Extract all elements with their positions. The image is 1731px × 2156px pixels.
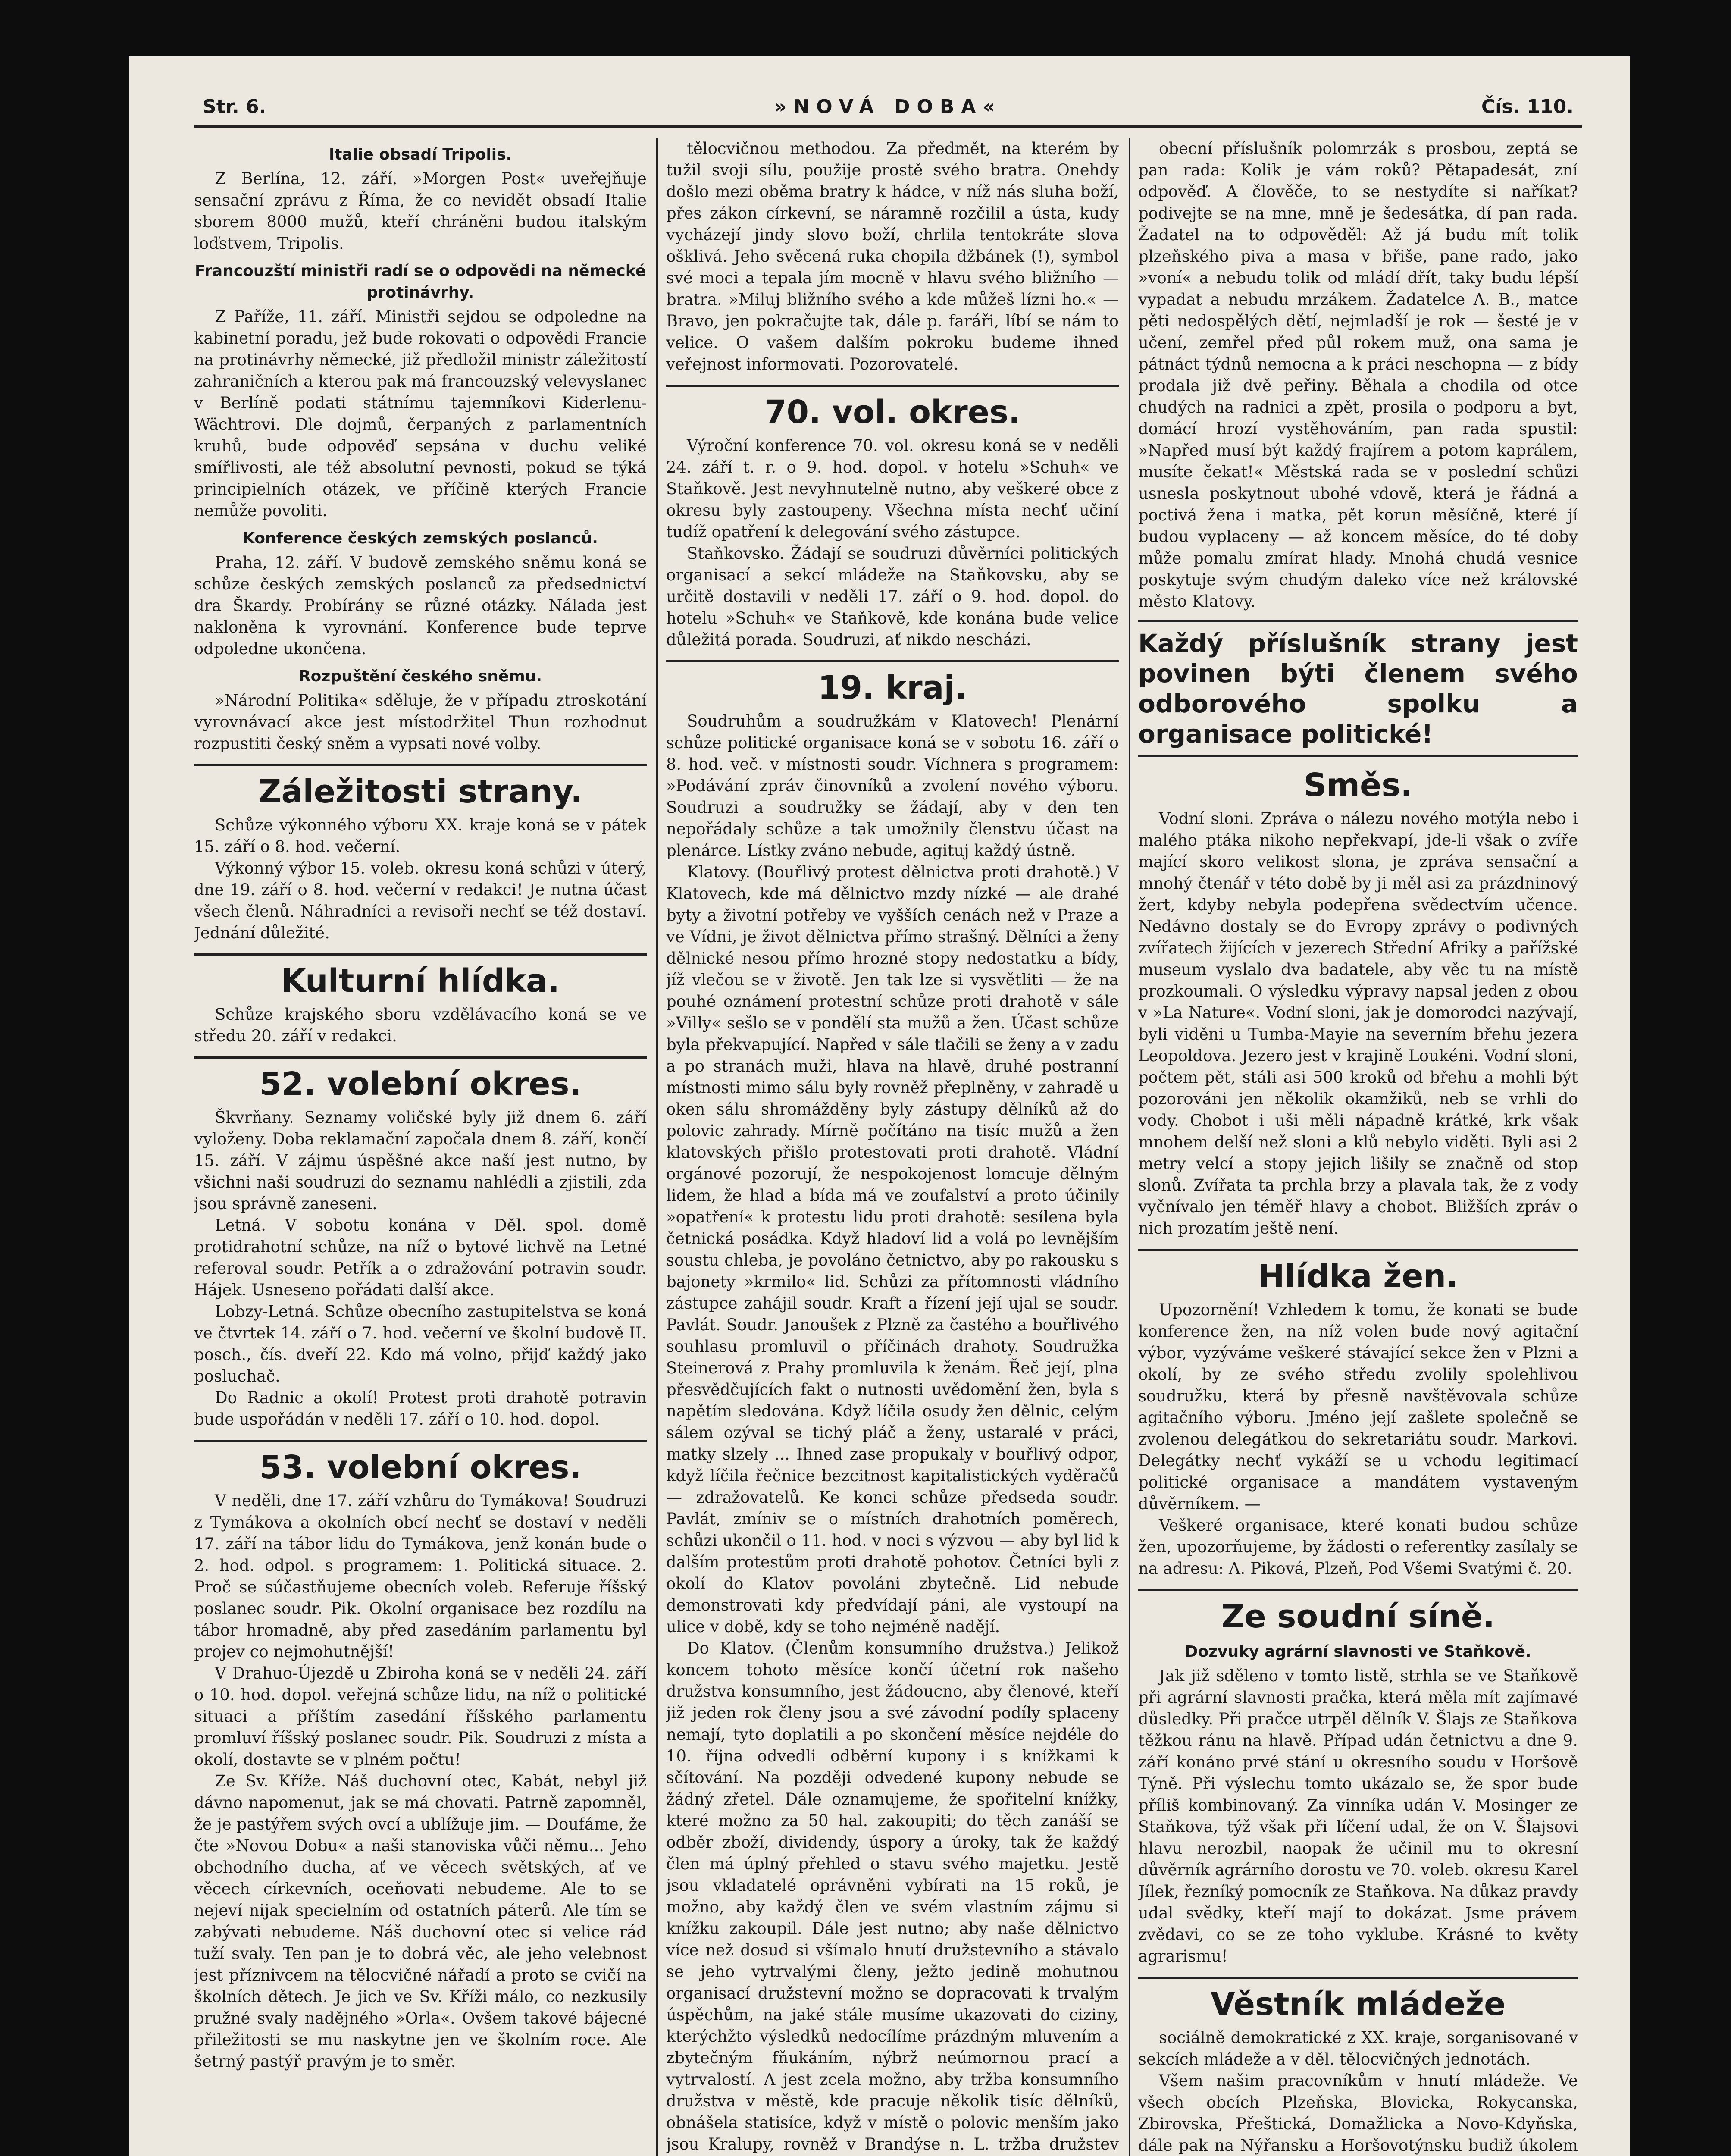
headline: Konference českých zemských poslanců. — [243, 530, 598, 547]
article-paragraph: »Národní Politika« sděluje, že v případu ztroskotání vyrovnávací akce jest místodržitel Thun rozhodnut rozpustiti český sněm a vypsati nové volby. — [194, 691, 647, 753]
article-paragraph: Upozornění! Vzhledem k tomu, že konati se bude konference žen, na níž volen bude nový agitační výbor, vyzýváme veškeré stávající sekce žen v Plzni a okolí, by ze svého středu zvolily spolehlivou soudružku, která by přesně navštěvovala schůze agitačního výboru. Jméno její zašlete společně se zvolenou delegátkou do sekretariátu soudr. Markovi. Delegátky nechť vykáží se u vchodu legitimací politické organisace a mandátem vystaveným důvěrníkem. — — [1138, 1300, 1578, 1513]
article-paragraph: Staňkovsko. Žádají se soudruzi důvěrníci politických organisací a sekcí mládeže na Staňkovsku, aby se určitě dostavili v neděli 17. září o 9. hod. dopol. do hotelu »Schuh« ve Staňkově, kde konána bude velice důležitá porada. Soudruzi, ať nikdo nescházi. — [666, 544, 1119, 649]
page-number: Str. 6. — [203, 96, 266, 118]
article-paragraph: Vodní sloni. Zpráva o nálezu nového motýla nebo i malého ptáka nikoho nepřekvapí, jde-li však o zvíře mající skoro velikost slona, je zpráva sensační a mnohý čtenář v této době by ji měl asi za prázdninový žert, kdyby nebyla podepřena svědectvím učence. Nedávno dostaly se do Evropy zprávy o podivných zvířatech žijících v jezerech Střední Afriky a pařížské museum vyslalo dva badatele, aby věc tu na místě prozkoumali. O výsledku výpravy napsal jeden z obou v »La Nature«. Vodní sloni, jak je domorodci nazývají, byli viděni u Tumba-Mayie na severním břehu jezera Leopoldova. Jezero jest v krajině Loukéni. Vodní sloni, počtem pět, stáli asi 500 kroků od břehu a mohli být pozorováni jen několik okamžiků, neb se vrhli do vody. Chobot i uši měli nápadně krátké, krk však mnohem delší než sloni a klů nebylo viděti. Byli asi 2 metry velcí a stopy jejich lišily se značně od stop slonů. Zvířata ta prchla brzy a plavala tak, že z vody vyčnívalo jen téměř hlavy a chobot. Bližších zpráv o nich prozatím ještě není. — [1138, 809, 1578, 1238]
article-paragraph: Ze Sv. Kříže. Náš duchovní otec, Kabát, nebyl již dávno napomenut, jak se má chovati. Patrně zapomněl, že je pastýřem svých ovcí a ublížuje jim. — Doufáme, že čte »Novou Dobu« a naši stanoviska vůči němu... Jeho obchodního ducha, ať ve věcech světských, ať ve věcech církevních, oceňovati nebudeme. Ale to se nejeví nijak specielním od ostatních páterů. Ale tím se zabývati nebudeme. Náš duchovní otec si velice rád tuží svaly. Ten pan je to dobrá věc, ale jeho velebnost jest příznivcem na tělocvičné nářadí a proto se cvičí na školních dětech. Je jich ve Sv. Kříži málo, co nezkusily pružné svaly nadějného »Orla«. Ovšem takové bájecné přiležitosti se mu naskytne jen ve školním roce. Ale šetrný pastýř pravým je to směr. — [194, 1772, 647, 2071]
article-paragraph: Výkonný výbor 15. voleb. okresu koná schůzi v úterý, dne 19. září o 8. hod. večerní v redakci! Je nutna účast všech členů. Náhradníci a revisoři nechť se též dostaví. Jednání důležité. — [194, 859, 647, 942]
article-paragraph: Z Paříže, 11. září. Ministři sejdou se odpoledne na kabinetní poradu, jež bude rokovati o odpovědi Francie na protinávrhy německé, již předložil ministr záležitostí zahraničních a kterou pak má francouzský velevyslanec v Berlíně podati státnímu tajemníkovi Kiderlenu-Wächtrovi. Dle dojmů, čerpaných z parlamentních kruhů, bude odpověď sepsána v duchu veliké smířlivosti, ale též absolutní pevnosti, pokud se týká principielních otázek, ve příčině kterých Francie nemůže povoliti. — [194, 307, 647, 520]
article-paragraph: sociálně demokratické z XX. kraje, sorganisované v sekcích mládeže a v děl. tělocvičných jednotách. — [1138, 2028, 1578, 2068]
newspaper-page — [129, 56, 1630, 2156]
headline: Rozpuštění českého sněmu. — [298, 667, 542, 685]
section-heading: Směs. — [1303, 767, 1413, 804]
article-paragraph: Lobzy-Letná. Schůze obecního zastupitelstva se koná ve čtvrtek 14. září o 7. hod. večerní ve školní budově II. posch., čís. dveří 22. Kdo má volno, přijď každý jako posluchač. — [194, 1302, 647, 1385]
column-rule — [1129, 138, 1130, 2156]
article-paragraph: obecní příslušník polomrzák s prosbou, zeptá se pan rada: Kolik je vám roků? Pětapadesát, zní odpověď. A člověče, to se nestydíte si naříkat? podivejte se na mne, mně je šedesátka, dí pan rada. Žadatel na to odpověděl: Až já budu mít tolik plzeňského piva a masa v břiše, pane rado, jako »voní« a nebudu tolik od mládí dřít, taky budu lépší vypadat a nebudu mrzákem. Žadatelce A. B., matce pěti nedospělých dětí, nejmladší je rok — šesté je v učení, zemřel před půl rokem muž, ona sama je pátnáct týdnů nemocna a k práci neschopna — z bídy prodala již dvě peřiny. Běhala a chodila od otce chudých na radnici a zpět, prosila o podporu a byt, domácí hrozí vystěhováním, pan rada spustil: »Napřed musí být každý frajírem a potom kaprálem, musíte čekat!« Městská rada se v poslední schůzi usnesla poskytnout ubohé vdově, která je řádná a poctivá žena i matka, pět korun měsíčně, které jí budou vyplaceny — až koncem měsíce, do té doby může pomalu zmírat hlady. Mnohá chudá vesnice poskytuje svým chudým daleko více než královské město Klatovy. — [1138, 139, 1578, 611]
article-paragraph: Všem našim pracovníkům v hnutí mládeže. Ve všech obcích Plzeňska, Blovicka, Rokycanska, Zbirovska, Přeštická, Domažlicka a Novo-Kdyňska, dále pak na Nýřansku a Horšovotýnsku budiž úkolem — [1138, 2071, 1578, 2155]
section-heading: 52. volební okres. — [194, 1056, 647, 1103]
article-paragraph: Škvrňany. Seznamy voličské byly již dnem 6. září vyloženy. Doba reklamační započala dnem 8. září, končí 15. září. V zájmu úspěšné akce naší jest nutno, by všichni naši soudruzi do seznamu nahlédli a zjistili, zda jsou správně zaneseni. — [194, 1108, 647, 1213]
section-heading: Hlídka žen. — [1138, 1249, 1578, 1295]
column-2 — [666, 138, 1119, 2156]
article-paragraph: Z Berlína, 12. září. »Morgen Post« uveřejňuje sensační zprávu z Říma, že co nevidět obsadí Italie sborem 8000 mužů, kteří chráněni budou italským loďstvem, Tripolis. — [194, 169, 647, 253]
article-paragraph: Letná. V sobotu konána v Děl. spol. domě protidrahotní schůze, na níž o bytové lichvě na Letné referoval soudr. Petřík a o zdražování potravin soudr. Hájek. Usneseno pořádati další akce. — [194, 1216, 647, 1299]
section-heading: 19. kraj. — [666, 660, 1119, 706]
masthead — [194, 86, 1582, 128]
section-heading: Záležitosti strany. — [194, 764, 647, 810]
article-paragraph: Praha, 12. září. V budově zemského sněmu koná se schůze českých zemských poslanců za předsednictví dra Škardy. Probírány se různé otázky. Nálada jest nakloněna k vyrovnání. Konference bude teprve odpoledne ukončena. — [194, 553, 647, 658]
section-heading: 53. volební okres. — [194, 1440, 647, 1486]
article-paragraph: tělocvičnou methodou. Za předmět, na kterém by tužil svoji sílu, použije prostě svého bratra. Onehdy došlo mezi oběma bratry k hádce, v níž nás sluha boží, přes zákon církevní, se náramně rozčilil a ústa, kudy vycházejí jindy slovo boží, chrlila tentokráte slova ošklivá. Jeho svěcená ruka chopila džbánek (!), symbol své moci a tepala jím mocně v hlavu svého bližního — bratra. »Miluj bližního svého a kde můžeš lízni ho.« — Bravo, jen pokračujte tak, dále p. faráři, líbí se nám to velice. O vašem dalším pokroku budeme ihned veřejnost informovati. Pozorovatelé. — [666, 139, 1119, 373]
issue-number: Čís. 110. — [1481, 96, 1574, 118]
headline: Dozvuky agrární slavnosti ve Staňkově. — [1185, 1643, 1531, 1661]
article-paragraph: Veškeré organisace, které konati budou schůze žen, upozorňujeme, by žádosti o referentky zasílaly se na adresu: A. Piková, Plzeň, Pod Všemi Svatými č. 20. — [1138, 1516, 1578, 1578]
headline: Italie obsadí Tripolis. — [329, 146, 512, 163]
article-paragraph: Jak již sděleno v tomto listě, strhla se ve Staňkově při agrární slavnosti pračka, která měla mít zajímavé důsledky. Při pračce utrpěl dělník V. Šlajs ze Staňkova těžkou ránu na hlavě. Případ udán četnictvu a dne 9. září konáno prvé stání u okresního soudu v Horšově Týně. Při výslechu tomto ukázalo se, že spor bude příliš kombinovaný. Za vinníka udán V. Mosinger ze Staňkova, týž však při líčení udal, že on V. Šlajsovi hlavu nerozbil, naopak že učinil mu to okresní důvěrník agrárního dorostu ve 70. voleb. okresu Karel Jílek, řezníký pomocník ze Staňkova. Na důkaz pravdy udal svědky, kteří mají to dokázat. Jsme právem zvědavi, co se ze toho vyklube. Krásné to květy agrarismu! — [1138, 1667, 1578, 1965]
article-paragraph: Do Klatov. (Členům konsumního družstva.) Jelikož koncem tohoto měsíce končí účetní rok našeho družstva konsumního, jest žádoucno, aby členové, kteří již jeden rok členy jsou a své závodní podíly splaceny nemají, tyto doplatili a po skončení měsíce nejdéle do 10. října odvedli odběrní kupony i s knížkami k sčítování. Na později odvedené kupony nebude se žádný zřetel. Dále oznamujeme, že spořitelní knížky, které možno za 50 hal. zakoupiti; do těch zanáší se odběr zboží, dividendy, úspory a úroky, tak že každý člen má úplný přehled o stavu svého majetku. Jestě jsou vkladatelé oprávněni vybírati na 15 roků, je možno, aby každý člen ve svém vlastním zájmu si knížku zakoupil. Dále jest nutno; aby naše dělnictvo více než dosud si všímalo hnutí družstevního a stávalo se jeho vytrvalými členy, ježto jedině mohutnou organisací družstevní možno se dopracovati k trvalým úspěchům, na jaké stále musíme ukazovati do ciziny, kterýchžto výsledků nedocílíme prázdným mluvením a zbytečným fňukáním, nýbrž neúmornou prací a vytrvalostí. A jest zcela možno, aby tržba konsumního družstva v městě, kde pracuje několik tisíc dělníků, obnášela statisíce, když v místě o polovic menším jako jsou Kralupy, rovněž v Brandýse n. L. tržba družstev — [666, 1639, 1119, 2153]
headline: Francouzští ministři radí se o odpovědi na německé protinávrhy. — [194, 262, 646, 301]
column-rule — [656, 138, 658, 2156]
article-paragraph: Schůze výkonného výboru XX. kraje koná se v pátek 15. září o 8. hod. večerní. — [194, 816, 647, 856]
newspaper-title: »NOVÁ DOBA« — [774, 96, 1002, 118]
party-callout: Každý příslušník strany jest povinen býti členem svého odborového spolku a organisace politické! — [1138, 620, 1578, 757]
article-paragraph: V neděli, dne 17. září vzhůru do Tymákova! Soudruzi z Tymákova a okolních obcí nechť se dostaví v neděli 17. září na tábor lidu do Tymákova, jenž konán bude o 2. hod. odpol. s programem: 1. Politická situace. 2. Proč se súčastňujeme obecních voleb. Referuje říšský poslanec soudr. Pik. Okolní organisace bez rozdílu na tábor hromadně, aby před zasedáním parlamentu byl projev co nejmohutnější! — [194, 1492, 647, 1661]
article-paragraph: V Drahuo-Újezdě u Zbiroha koná se v neděli 24. září o 10. hod. dopol. veřejná schůze lidu, na níž o politické situaci a příštím zasedání říšského parlamentu promluví říšský poslanec soudr. Pik. Soudruzi z místa a okolí, dostavte se v plném počtu! — [194, 1664, 647, 1769]
article-paragraph: Výroční konference 70. vol. okresu koná se v neděli 24. září t. r. o 9. hod. dopol. v hotelu »Schuh« ve Staňkově. Jest nevyhnutelně nutno, aby veškeré obce z okresu byly zastoupeny. Všechna místa nechť učiní tudíž opatření k delegování svého zástupce. — [666, 436, 1119, 541]
column-3 — [1138, 138, 1578, 2156]
section-heading: Kulturní hlídka. — [194, 953, 647, 1000]
article-paragraph: Do Radnic a okolí! Protest proti drahotě potravin bude uspořádán v neděli 17. září o 10. hod. dopol. — [194, 1388, 647, 1429]
section-heading: Věstník mládeže — [1138, 1977, 1578, 2023]
article-paragraph: Klatovy. (Bouřlivý protest dělnictva proti drahotě.) V Klatovech, kde má dělnictvo mzdy nízké — ale drahé byty a životní potřeby ve vyšších cenách než v Praze a ve Vídni, je život dělnictva přímo strašný. Dělníci a ženy dělnické nesou přímo hrozné stopy nedostatku a bídy, jíž vlečou se v životě. Jen tak lze si vysvětliti — že na pouhé oznámení protestní schůze proti drahotě v sále »Villy« sešlo se v pondělí sta mužů a žen. Účast schůze byla překvapující. Napřed v sále tlačili se ženy a v zadu a po stranách muži, hlava na hlavě, druhé postranní místnosti mimo sálu byly rovněž přeplněny, v zahradě u oken sálu shromážděny byly zástupy dělníků až do polovic zahrady. Mírně počítáno na tisíc mužů a žen klatovských přišlo protestovati proti drahotě. Vládní orgánové pozorují, že nespokojenost lomcuje dělným lidem, že hlad a bída má ve zoufalství a proto účinily »opatření« k protestu lidu proti drahotě: sesílena byla četnická posádka. Když hladoví lid a volá po levnějším soustu chleba, je povoláno četnictvo, aby po rakousku s bajonety »krmilo« lid. Schůzi za přítomnosti vládního zástupce zahájil soudr. Kraft a řízení její ujal se soudr. Pavlát. Soudr. Janoušek z Plzně za častého a bouřlivého souhlasu promluvil o příčinách drahoty. Soudružka Steinerová z Prahy promluvila k ženám. Řeč její, plna přesvědčujících fakt o nutnosti uvědomění žen, byla s napětím sledována. Když líčila osudy žen dělnic, celým sálem ozýval se tichý pláč a ženy, ustaralé v práci, matky slzely ... Ihned zase propukaly v bouřlivý odpor, když líčila řečnice bezcitnost kapitalistických vyděračů — zdražovatelů. Ke konci schůze předseda soudr. Pavlát, zmíniv se o místních drahotních poměrech, schůzi ukončil o 11. hod. v noci s výzvou — aby byl lid k dalším protestům proti drahotě pohotov. Četníci byli z okolí do Klatov povoláni zbytečně. Lid nebude demonstrovati kdy předvídají páni, ale vystoupí na ulice v době, kdy se toho nejméně nadějí. — [666, 863, 1119, 1636]
column-1 — [194, 138, 647, 2156]
article-paragraph: Soudruhům a soudružkám v Klatovech! Plenární schůze politické organisace koná se v sobotu 16. září o 8. hod. več. v místnosti soudr. Víchnera s programem: »Podávání zpráv činovníků a zvolení nového výboru. Soudruzi a soudružky se žádají, aby v den ten nepořádaly schůze a tak umožnily členstvu účast na plenárce. Lístky zváno nebude, agituj každý ústně. — [666, 712, 1119, 860]
section-heading: 70. vol. okres. — [666, 385, 1119, 431]
article-paragraph: Schůze krajského sboru vzdělávacího koná se ve středu 20. září v redakci. — [194, 1005, 647, 1045]
section-heading: Ze soudní síně. — [1138, 1589, 1578, 1635]
